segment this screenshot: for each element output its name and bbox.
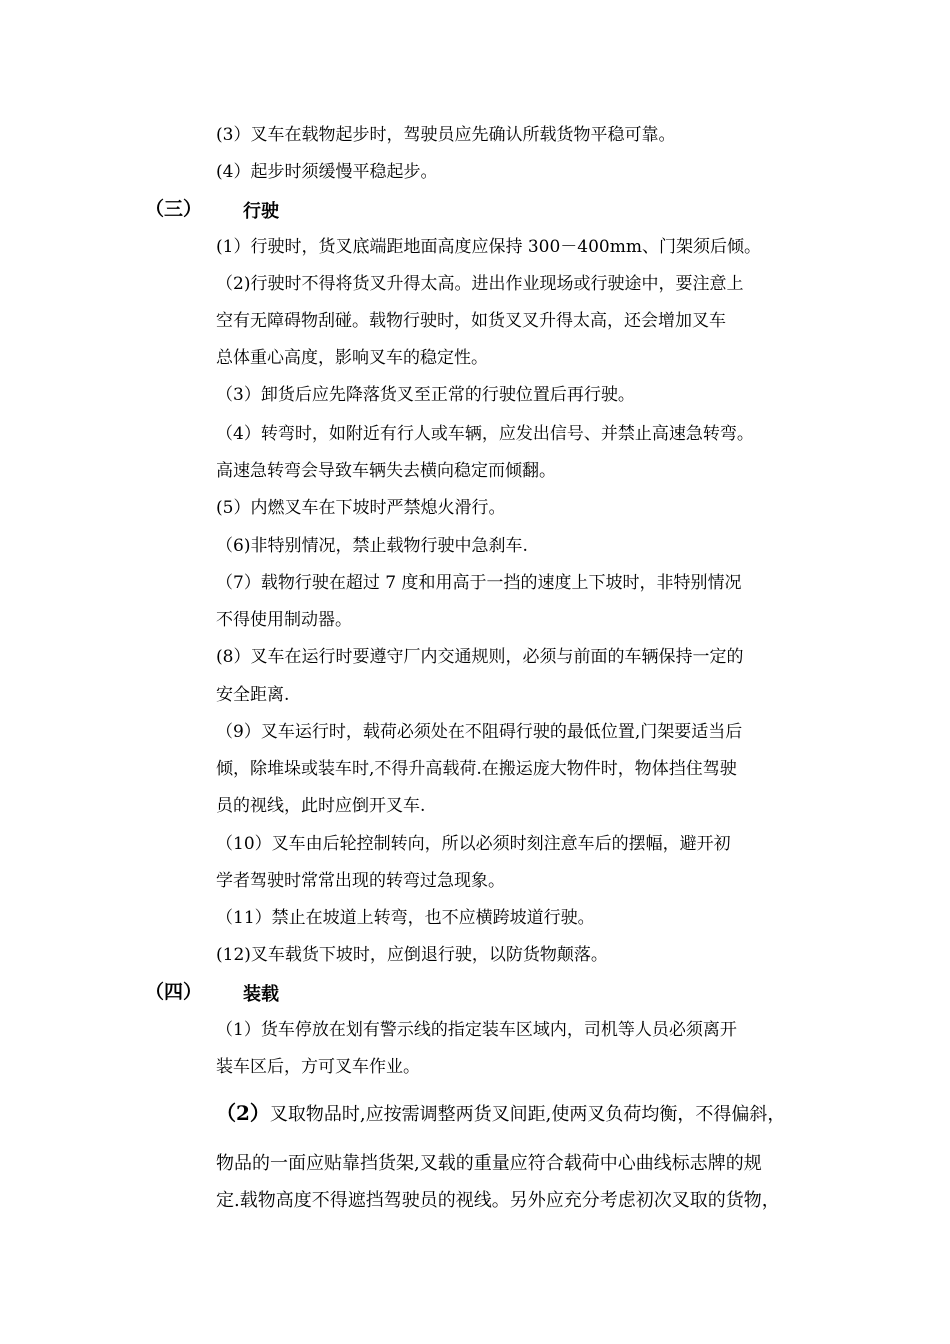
paragraph-line: （9）叉车运行时，载荷必须处在不阻碍行驶的最低位置,门架要适当后 bbox=[216, 722, 743, 742]
paragraph-line: 总体重心高度，影响叉车的稳定性。 bbox=[216, 348, 488, 368]
paragraph-line: (5）内燃叉车在下坡时严禁熄火滑行。 bbox=[216, 498, 506, 518]
paragraph-line: 高速急转弯会导致车辆失去横向稳定而倾翻。 bbox=[216, 461, 556, 481]
paragraph-line: 物品的一面应贴靠挡货架,叉载的重量应符合载荷中心曲线标志牌的规 bbox=[216, 1153, 762, 1174]
paragraph-line: （1）货车停放在划有警示线的指定装车区域内，司机等人员必须离开 bbox=[216, 1020, 737, 1040]
section-number: （四） bbox=[145, 981, 203, 1003]
paragraph-line: (1）行驶时，货叉底端距地面高度应保持 300－400mm、门架须后倾。 bbox=[216, 237, 761, 257]
section-title: 行驶 bbox=[243, 201, 279, 222]
paragraph-line: （4）转弯时，如附近有行人或车辆，应发出信号、并禁止高速急转弯。 bbox=[216, 424, 754, 444]
paragraph-line: （6)非特别情况，禁止载物行驶中急刹车. bbox=[216, 536, 528, 556]
paragraph-line: （3）卸货后应先降落货叉至正常的行驶位置后再行驶。 bbox=[216, 385, 635, 405]
paragraph-line: 装车区后，方可叉车作业。 bbox=[216, 1057, 420, 1077]
item-text: 叉取物品时,应按需调整两货叉间距,使两叉负荷均衡，不得偏斜， bbox=[269, 1104, 786, 1125]
paragraph-line: 空有无障碍物刮碰。载物行驶时，如货叉叉升得太高，还会增加叉车 bbox=[216, 311, 726, 331]
paragraph-line: (4）起步时须缓慢平稳起步。 bbox=[216, 162, 438, 182]
paragraph-line: 学者驾驶时常常出现的转弯过急现象。 bbox=[216, 871, 505, 891]
paragraph-line: （7）载物行驶在超过 7 度和用高于一挡的速度上下坡时，非特别情况 bbox=[216, 573, 742, 593]
paragraph-line: 员的视线，此时应倒开叉车. bbox=[216, 796, 426, 816]
paragraph-line: 倾，除堆垛或装车时,不得升高载荷.在搬运庞大物件时，物体挡住驾驶 bbox=[216, 759, 737, 779]
paragraph-line: 定.载物高度不得遮挡驾驶员的视线。另外应充分考虑初次叉取的货物， bbox=[216, 1190, 780, 1211]
section-title: 装载 bbox=[243, 984, 279, 1005]
paragraph-line: （10）叉车由后轮控制转向，所以必须时刻注意车后的摆幅，避开初 bbox=[216, 834, 731, 854]
paragraph-line: （2)行驶时不得将货叉升得太高。进出作业现场或行驶途中，要注意上 bbox=[216, 274, 744, 294]
item-number: （2） bbox=[216, 1101, 270, 1125]
paragraph-line: （11）禁止在坡道上转弯，也不应横跨坡道行驶。 bbox=[216, 908, 595, 928]
section-number: （三） bbox=[145, 198, 203, 220]
paragraph-line: (8）叉车在运行时要遵守厂内交通规则，必须与前面的车辆保持一定的 bbox=[216, 647, 744, 667]
paragraph-line: 安全距离. bbox=[216, 685, 290, 705]
paragraph-line bbox=[216, 1102, 785, 1126]
paragraph-line: (3）叉车在载物起步时，驾驶员应先确认所载货物平稳可靠。 bbox=[216, 125, 676, 145]
paragraph-line: 不得使用制动器。 bbox=[216, 610, 352, 630]
paragraph-line: (12)叉车载货下坡时，应倒退行驶，以防货物颠落。 bbox=[216, 945, 608, 965]
